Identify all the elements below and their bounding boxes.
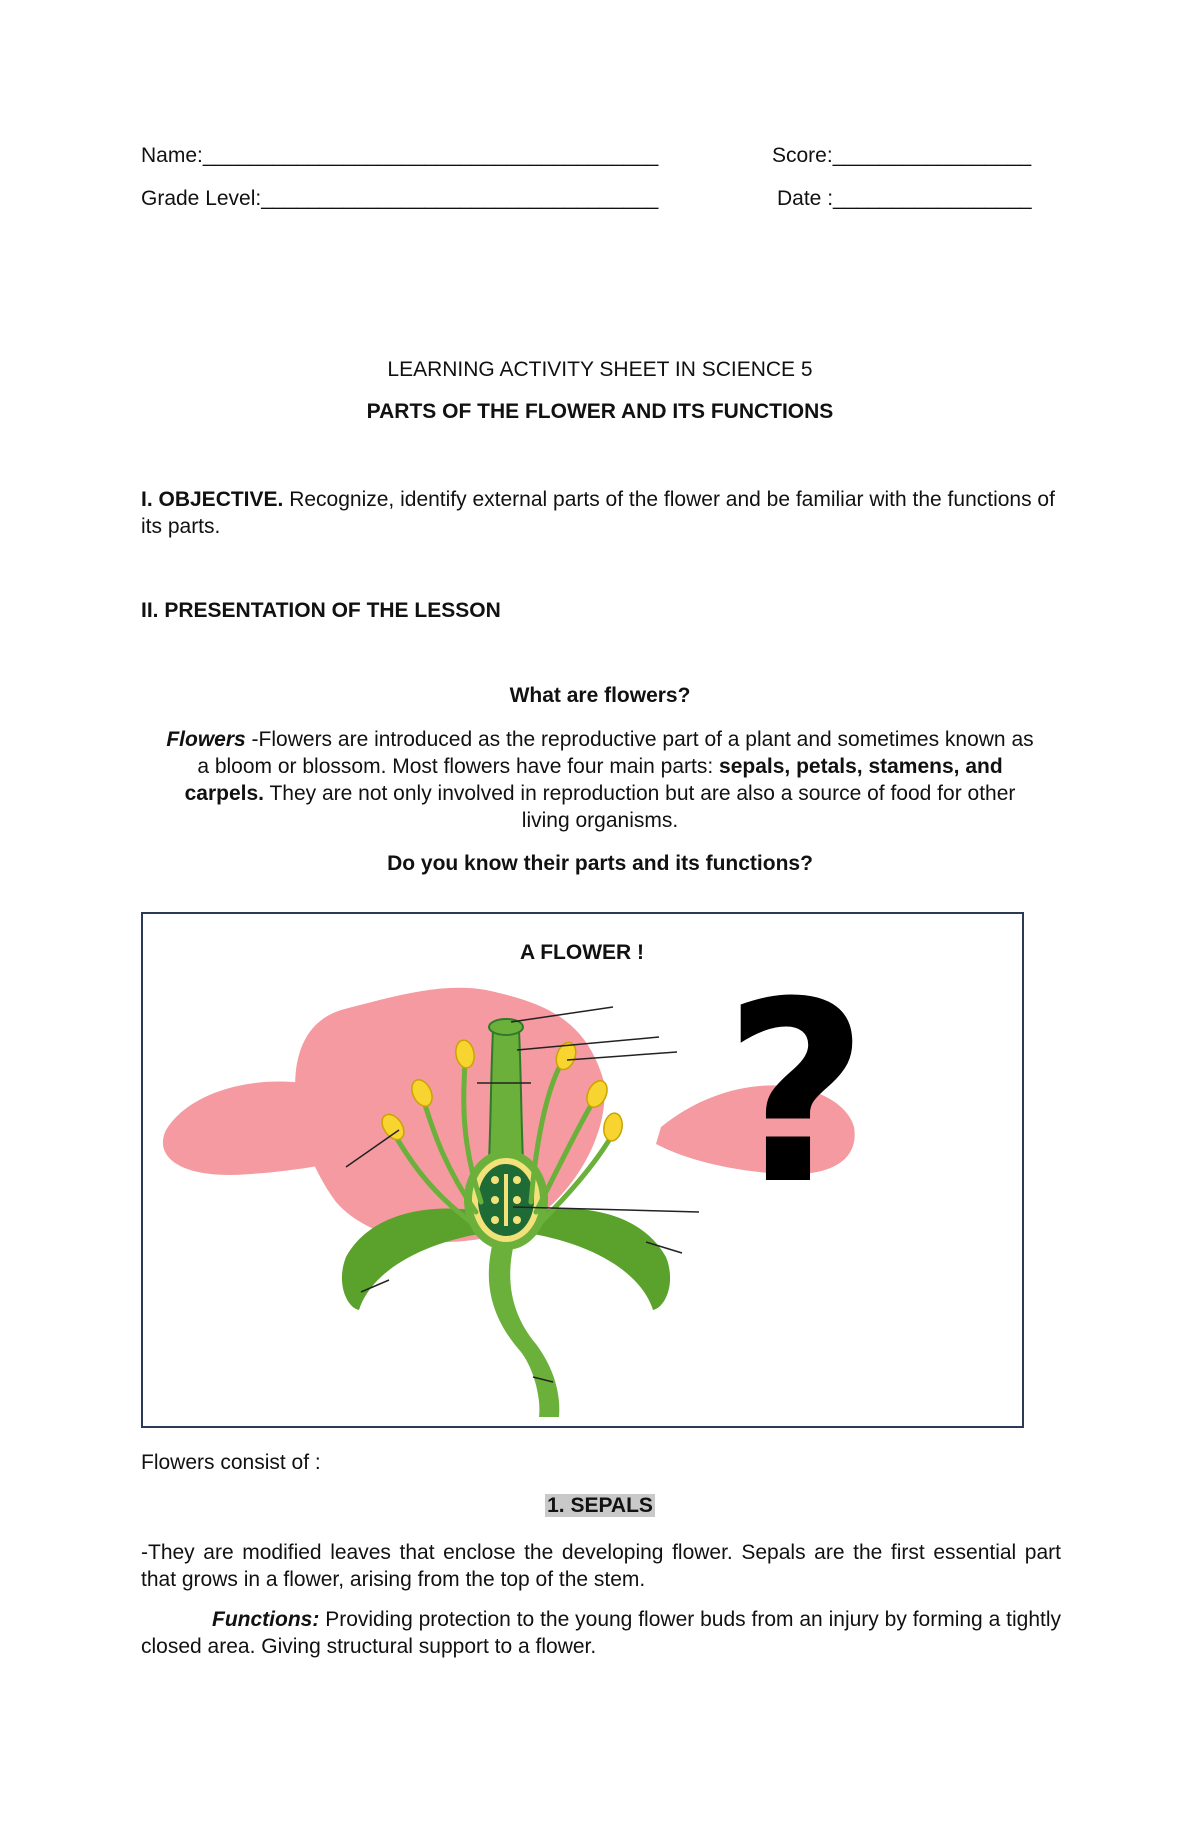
lesson-title: PARTS OF THE FLOWER AND ITS FUNCTIONS	[366, 400, 834, 423]
functions-text: Providing protection to the young flower buds from an injury by forming a tightly closed area. Giving structural support to a flower.	[141, 1608, 1061, 1658]
grade-level-field: Grade Level:__________________________________	[141, 187, 659, 210]
objective-text: Recognize, identify external parts of the flower and be familiar with the functions of its parts.	[141, 488, 1055, 538]
score-field: Score:_________________	[772, 144, 1032, 167]
know-parts-question: Do you know their parts and its functions?	[387, 852, 813, 875]
objective-heading: I. OBJECTIVE.	[141, 488, 284, 511]
figure-caption: A FLOWER !	[519, 941, 645, 964]
sepals-heading: 1. SEPALS	[547, 1494, 653, 1517]
presentation-heading: II. PRESENTATION OF THE LESSON	[141, 599, 501, 622]
flowers-term: Flowers	[166, 728, 246, 751]
stem	[489, 1222, 559, 1417]
sepals-functions	[141, 1606, 1061, 1660]
sepals-description: -They are modified leaves that enclose the developing flower. Sepals are the first essential part that grows in a flower, arising from the top of the stem.	[141, 1541, 1061, 1591]
consist-intro: Flowers consist of :	[141, 1451, 321, 1474]
name-field: Name:_______________________________________	[141, 144, 659, 167]
definition-part2: They are not only involved in reproduction but are also a source of food for other living organisms.	[263, 782, 1016, 832]
flowers-definition	[165, 726, 1035, 834]
main-parts: sepals, petals, stamens, and carpels.	[184, 755, 1003, 805]
ovules	[491, 1174, 521, 1226]
sepal-right	[521, 1208, 670, 1310]
what-are-flowers-question: What are flowers?	[509, 684, 691, 707]
date-field: Date :_________________	[777, 187, 1032, 210]
question-mark-icon: ?	[723, 948, 869, 1239]
sheet-title: LEARNING ACTIVITY SHEET IN SCIENCE 5	[387, 358, 813, 381]
definition-part1: -Flowers are introduced as the reproductive part of a plant and sometimes known as a bloom or blossom. Most flowers have four main parts:	[197, 728, 1034, 778]
sepals-heading-wrap	[0, 1494, 1200, 1518]
flower-diagram	[141, 912, 1024, 1428]
objective-paragraph	[141, 486, 1061, 540]
functions-label: Functions:	[212, 1608, 320, 1631]
